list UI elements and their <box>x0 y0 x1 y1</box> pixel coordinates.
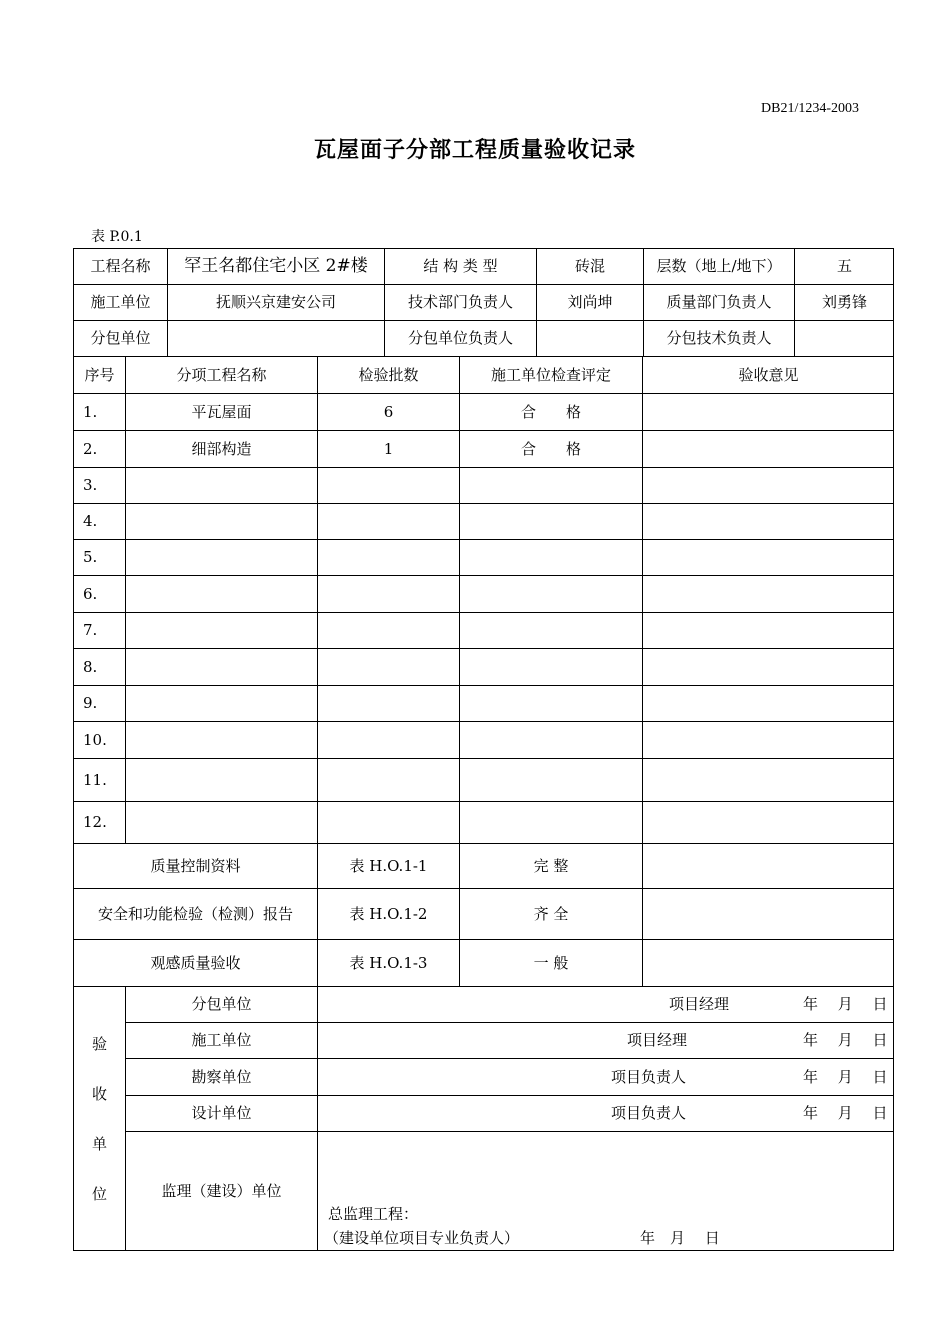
record-status: 完 整 <box>459 843 642 888</box>
table-row-seq-cell: 8. <box>73 648 125 685</box>
table-row-opinion-cell <box>642 612 894 648</box>
table-row-opinion-cell <box>642 430 894 467</box>
table-row-opinion-cell <box>642 393 894 430</box>
unit-role: 项目经理 <box>627 1031 688 1049</box>
record-name: 安全和功能检验（检测）报告 <box>73 888 317 939</box>
unit-date: 年 月 日 <box>803 995 888 1013</box>
table-row-eval-cell <box>459 801 642 843</box>
unit-date: 年 月 日 <box>803 1031 888 1049</box>
table-row-eval-cell <box>459 503 642 539</box>
structure-type-label: 结 构 类 型 <box>384 248 536 284</box>
record-status: 齐 全 <box>459 888 642 939</box>
subcontractor-label: 分包单位 <box>73 320 167 356</box>
table-row-batches-cell <box>317 758 459 801</box>
tech-head-label: 技术部门负责人 <box>384 284 536 320</box>
quality-head-value: 刘勇锋 <box>794 284 894 320</box>
table-row-eval-cell <box>459 575 642 612</box>
table-row-eval-cell <box>459 467 642 503</box>
table-row-batches-cell <box>317 648 459 685</box>
standard-code: DB21/1234-2003 <box>761 101 859 116</box>
table-row-seq-cell: 1. <box>73 393 125 430</box>
unit-signature-cell <box>317 1058 894 1095</box>
table-row-opinion-cell <box>642 801 894 843</box>
floors-label: 层数（地上/地下） <box>643 248 794 284</box>
vertical-char: 单 <box>91 1135 107 1153</box>
table-row-eval-cell <box>459 648 642 685</box>
unit-name: 勘察单位 <box>125 1058 317 1095</box>
col-header-eval: 施工单位检查评定 <box>459 356 642 393</box>
table-row-opinion-cell <box>642 648 894 685</box>
unit-name: 施工单位 <box>125 1022 317 1058</box>
sub-head-label: 分包单位负责人 <box>384 320 536 356</box>
table-row-name-cell <box>125 758 317 801</box>
record-opinion <box>642 888 894 939</box>
structure-type-value: 砖混 <box>536 248 643 284</box>
table-row-name-cell <box>125 648 317 685</box>
table-row-name-cell <box>125 575 317 612</box>
table-row-name-cell <box>125 685 317 721</box>
unit-date: 年 月 日 <box>803 1104 888 1122</box>
supervisor-signature-cell <box>317 1131 894 1251</box>
table-row-opinion-cell <box>642 575 894 612</box>
table-row-name-cell: 平瓦屋面 <box>125 393 317 430</box>
quality-head-label: 质量部门负责人 <box>643 284 794 320</box>
table-row-eval-cell: 合 格 <box>459 393 642 430</box>
sub-head-value <box>536 320 643 356</box>
table-row-seq-cell: 3. <box>73 467 125 503</box>
table-row-name-cell <box>125 503 317 539</box>
record-form: 表 H.O.1-3 <box>317 939 459 986</box>
owner-representative-line: （建设单位项目专业负责人） <box>324 1229 520 1247</box>
project-name-label: 工程名称 <box>73 248 167 284</box>
vertical-char: 验 <box>91 1035 107 1053</box>
table-row-seq-cell: 6. <box>73 575 125 612</box>
vertical-char: 收 <box>91 1085 107 1103</box>
unit-name: 分包单位 <box>125 986 317 1022</box>
table-row-seq-cell: 11. <box>73 758 125 801</box>
record-form: 表 H.O.1-1 <box>317 843 459 888</box>
table-row-name-cell <box>125 467 317 503</box>
table-row-name-cell <box>125 612 317 648</box>
table-row-opinion-cell <box>642 467 894 503</box>
table-row-batches-cell <box>317 801 459 843</box>
unit-signature-cell <box>317 986 894 1022</box>
table-row-seq-cell: 5. <box>73 539 125 575</box>
record-opinion <box>642 843 894 888</box>
supervisor-unit-label: 监理（建设）单位 <box>125 1131 317 1251</box>
table-row-eval-cell <box>459 612 642 648</box>
table-row-name-cell <box>125 539 317 575</box>
table-row-eval-cell <box>459 539 642 575</box>
table-row-batches-cell <box>317 721 459 758</box>
table-row-seq-cell: 12. <box>73 801 125 843</box>
table-row-batches-cell <box>317 685 459 721</box>
record-form: 表 H.O.1-2 <box>317 888 459 939</box>
col-header-opinion: 验收意见 <box>642 356 894 393</box>
table-row-batches-cell <box>317 539 459 575</box>
table-row-batches-cell <box>317 575 459 612</box>
unit-name: 设计单位 <box>125 1095 317 1131</box>
acceptance-record-table <box>73 248 894 1251</box>
table-row-opinion-cell <box>642 685 894 721</box>
unit-role: 项目经理 <box>669 995 730 1013</box>
col-header-seq: 序号 <box>73 356 125 393</box>
unit-signature-cell <box>317 1022 894 1058</box>
table-row-eval-cell <box>459 758 642 801</box>
floors-value: 五 <box>794 248 894 284</box>
record-name: 质量控制资料 <box>73 843 317 888</box>
vertical-char: 位 <box>91 1185 107 1203</box>
table-row-eval-cell <box>459 685 642 721</box>
record-status: 一 般 <box>459 939 642 986</box>
table-row-opinion-cell <box>642 503 894 539</box>
contractor-value: 抚顺兴京建安公司 <box>167 284 384 320</box>
table-row-seq-cell: 7. <box>73 612 125 648</box>
col-header-batches: 检验批数 <box>317 356 459 393</box>
table-row-name-cell <box>125 801 317 843</box>
table-row-seq-cell: 2. <box>73 430 125 467</box>
unit-role: 项目负责人 <box>611 1067 687 1086</box>
table-row-batches-cell: 1 <box>317 430 459 467</box>
table-row-batches-cell: 6 <box>317 393 459 430</box>
subcontractor-value <box>167 320 384 356</box>
table-row-batches-cell <box>317 503 459 539</box>
table-row-eval-cell <box>459 721 642 758</box>
table-row-seq-cell: 10. <box>73 721 125 758</box>
sub-tech-value <box>794 320 894 356</box>
table-number: 表 P.0.1 <box>91 229 143 245</box>
unit-role: 项目负责人 <box>611 1104 687 1122</box>
contractor-label: 施工单位 <box>73 284 167 320</box>
table-row-name-cell <box>125 721 317 758</box>
table-row-opinion-cell <box>642 758 894 801</box>
acceptance-units-vertical-label <box>73 986 125 1251</box>
table-row-eval-cell: 合 格 <box>459 430 642 467</box>
record-opinion <box>642 939 894 986</box>
table-row-batches-cell <box>317 612 459 648</box>
col-header-name: 分项工程名称 <box>125 356 317 393</box>
table-row-opinion-cell <box>642 721 894 758</box>
supervisor-date: 年 月 日 <box>640 1229 720 1247</box>
unit-date: 年 月 日 <box>803 1067 888 1086</box>
page-title: 瓦屋面子分部工程质量验收记录 <box>313 137 636 163</box>
table-row-seq-cell: 9. <box>73 685 125 721</box>
project-name-value: 罕王名都住宅小区 2#楼 <box>167 248 384 284</box>
tech-head-value: 刘尚坤 <box>536 284 643 320</box>
sub-tech-label: 分包技术负责人 <box>643 320 794 356</box>
table-row-opinion-cell <box>642 539 894 575</box>
chief-supervisor-line: 总监理工程： <box>328 1205 419 1223</box>
unit-signature-cell <box>317 1095 894 1131</box>
record-name: 观感质量验收 <box>73 939 317 986</box>
table-row-name-cell: 细部构造 <box>125 430 317 467</box>
table-row-seq-cell: 4. <box>73 503 125 539</box>
table-row-batches-cell <box>317 467 459 503</box>
